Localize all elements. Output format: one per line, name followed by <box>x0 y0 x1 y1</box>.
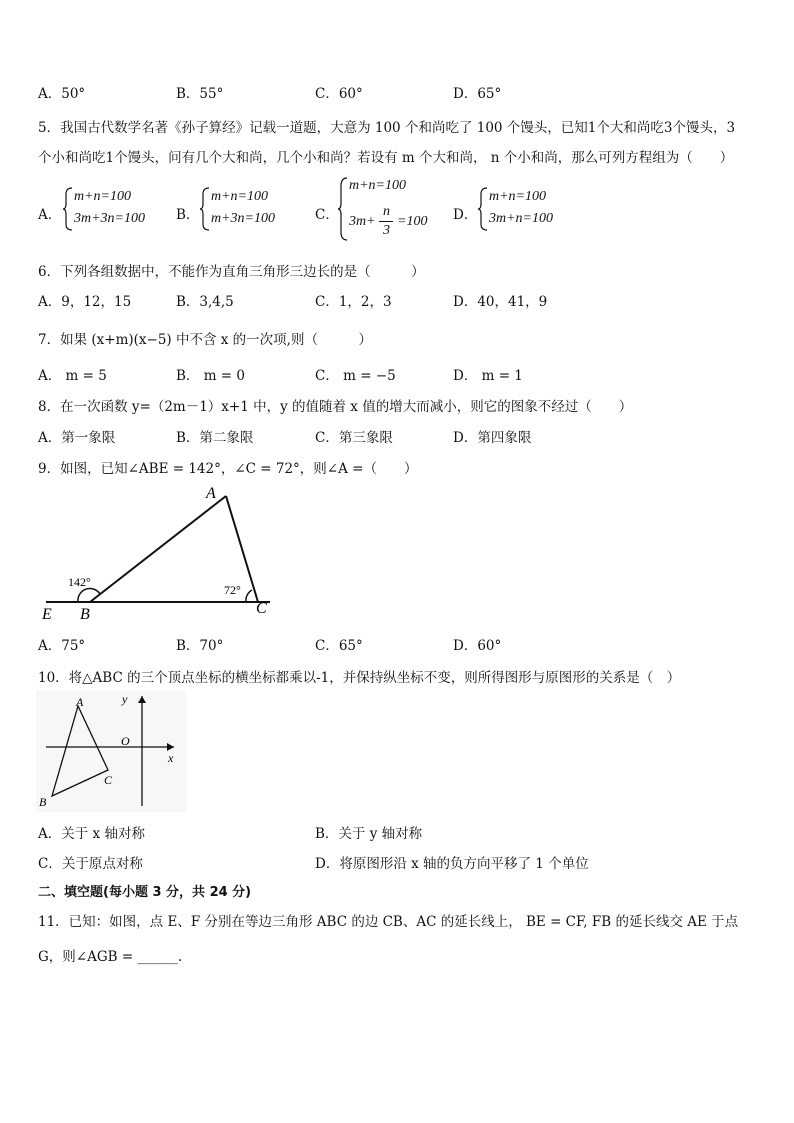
q4-option-a: A．50° <box>38 86 86 102</box>
q6-option-d: D．40，41，9 <box>453 294 548 310</box>
q9-label-e: E <box>42 606 52 623</box>
q4-option-d: D．65° <box>453 86 502 102</box>
q8-option-d: D．第四象限 <box>453 430 532 446</box>
q9-option-c: C．65° <box>315 638 363 654</box>
q8-option-c: C．第三象限 <box>315 430 393 446</box>
q7-option-b: B． m = 0 <box>176 368 245 384</box>
q9-label-c: C <box>256 600 267 617</box>
q5-c-eq1: m+n=100 <box>349 178 407 193</box>
q5-stem-line1: 5．我国古代数学名著《孙子算经》记载一道题，大意为 100 个和尚吃了 100 个馒头，已知1个大和尚吃3个馒头，3 <box>38 120 736 136</box>
q8-option-b: B．第二象限 <box>176 430 254 446</box>
q10-label-x: x <box>168 751 174 765</box>
q10-coordinate-figure <box>36 690 186 812</box>
q9-option-d: D．60° <box>453 638 502 654</box>
q9-angle-c: 72° <box>224 583 241 597</box>
q10-stem: 10．将△ABC 的三个顶点坐标的横坐标都乘以-1，并保持纵坐标不变，则所得图形与原图形的关系是（ ） <box>38 670 681 686</box>
q6-option-b: B．3,4,5 <box>176 294 234 310</box>
q5-option-d-label: D． <box>453 207 478 223</box>
q10-label-b: B <box>39 795 47 809</box>
q6-option-a: A．9，12，15 <box>38 294 132 310</box>
q10-label-o: O <box>121 734 130 748</box>
q5-a-eq2: 3m+3n=100 <box>74 211 146 226</box>
q8-option-a: A．第一象限 <box>38 430 116 446</box>
q10-option-c: C．关于原点对称 <box>38 856 143 872</box>
brace-icon <box>62 186 74 232</box>
brace-icon <box>477 186 489 232</box>
q7-option-a: A． m = 5 <box>38 368 107 384</box>
q9-option-a: A．75° <box>38 638 86 654</box>
q11-stem-line2: G，则∠AGB = ______. <box>38 949 183 965</box>
q10-label-y: y <box>122 692 128 706</box>
q4-option-b: B．55° <box>176 86 224 102</box>
q5-option-b-system <box>199 186 275 230</box>
q5-b-eq1: m+n=100 <box>211 189 269 204</box>
brace-icon <box>337 176 349 242</box>
q9-label-a: A <box>206 485 216 502</box>
q10-option-a: A．关于 x 轴对称 <box>38 826 145 842</box>
q5-c-eq2: 3m+ n 3 =100 <box>349 204 428 238</box>
q9-stem: 9．如图，已知∠ABE = 142°，∠C = 72°，则∠A =（ ） <box>38 461 418 477</box>
q8-stem: 8．在一次函数 y=（2m－1）x+1 中，y 的值随着 x 值的增大而减小，则它的图象不经过（ ） <box>38 399 633 415</box>
q6-option-c: C．1，2，3 <box>315 294 392 310</box>
q7-option-d: D． m = 1 <box>453 368 523 384</box>
q5-b-eq2: m+3n=100 <box>211 211 276 226</box>
q10-option-b: B．关于 y 轴对称 <box>315 826 423 842</box>
q7-option-c: C． m = −5 <box>315 368 396 384</box>
q5-stem-line2: 个小和尚吃1个馒头，问有几个大和尚，几个小和尚？若设有 m 个大和尚， n 个小和尚，那么可列方程组为（ ） <box>38 150 734 166</box>
q9-option-b: B．70° <box>176 638 224 654</box>
q5-option-c-label: C． <box>315 207 339 223</box>
q9-label-b: B <box>80 606 90 623</box>
q5-option-a-label: A． <box>38 207 62 223</box>
q7-stem: 7．如果 (x+m)(x−5) 中不含 x 的一次项,则（ ） <box>38 332 372 348</box>
q5-option-d-system <box>477 186 553 230</box>
q11-stem-line1: 11．已知：如图，点 E、F 分别在等边三角形 ABC 的边 CB、AC 的延长线上， BE = CF, FB 的延长线交 AE 于点 <box>38 914 739 930</box>
q4-option-c: C．60° <box>315 86 363 102</box>
q6-stem: 6．下列各组数据中，不能作为直角三角形三边长的是（ ） <box>38 264 425 280</box>
q10-label-a: A <box>76 695 84 709</box>
q9-angle-b: 142° <box>68 575 91 589</box>
q5-d-eq2: 3m+n=100 <box>489 211 554 226</box>
brace-icon <box>199 186 211 232</box>
q5-a-eq1: m+n=100 <box>74 189 132 204</box>
q10-label-c: C <box>104 773 113 787</box>
section-heading: 二、填空题(每小题 3 分，共 24 分) <box>38 885 252 900</box>
q9-triangle-figure <box>38 482 288 627</box>
q5-option-b-label: B． <box>176 207 200 223</box>
q5-option-a-system <box>62 186 145 230</box>
q5-d-eq1: m+n=100 <box>489 189 547 204</box>
q10-option-d: D．将原图形沿 x 轴的负方向平移了 1 个单位 <box>315 856 589 872</box>
